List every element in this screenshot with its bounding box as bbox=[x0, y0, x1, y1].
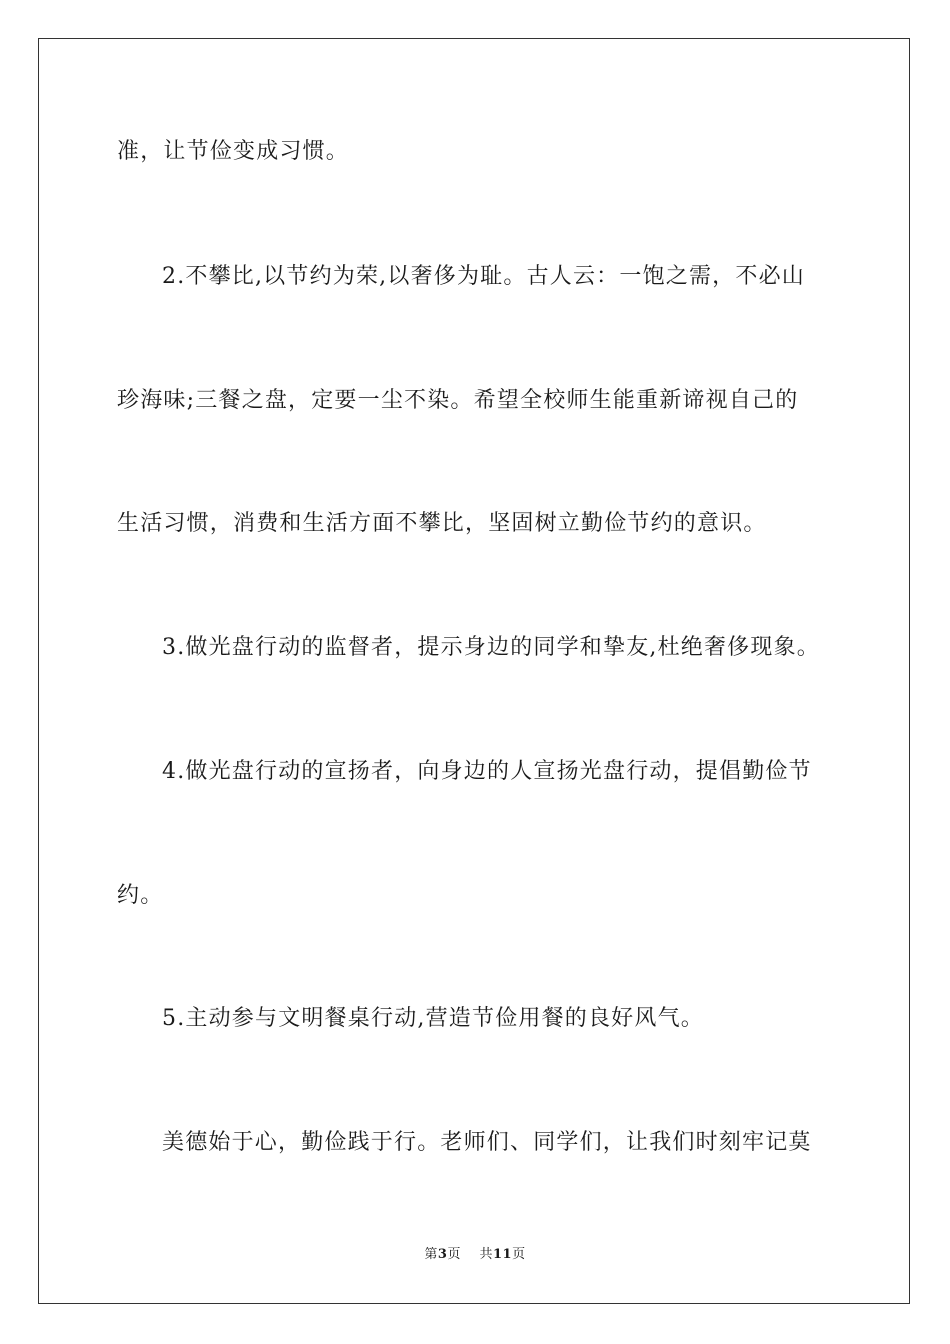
page-number-label: 第3页 bbox=[424, 1247, 461, 1262]
text-line: 珍海味;三餐之盘，定要一尘不染。希望全校师生能重新谛视自己的 bbox=[117, 388, 799, 413]
text-line: 2.不攀比,以节约为荣,以奢侈为耻。古人云：一饱之需，不必山 bbox=[162, 264, 805, 289]
page-border bbox=[38, 38, 910, 1304]
text-line: 5.主动参与文明餐桌行动,营造节俭用餐的良好风气。 bbox=[162, 1006, 704, 1031]
text-line: 准，让节俭变成习惯。 bbox=[117, 139, 350, 164]
total-pages-label: 共11页 bbox=[479, 1247, 526, 1262]
page-footer bbox=[0, 1246, 950, 1264]
text-line: 生活习惯，消费和生活方面不攀比，坚固树立勤俭节约的意识。 bbox=[117, 511, 767, 536]
text-line: 4.做光盘行动的宣扬者，向身边的人宣扬光盘行动，提倡勤俭节 bbox=[162, 759, 812, 784]
text-line: 美德始于心，勤俭践于行。老师们、同学们，让我们时刻牢记莫 bbox=[162, 1130, 812, 1155]
text-line: 约。 bbox=[117, 883, 164, 908]
text-line: 3.做光盘行动的监督者，提示身边的同学和挚友,杜绝奢侈现象。 bbox=[162, 635, 820, 660]
